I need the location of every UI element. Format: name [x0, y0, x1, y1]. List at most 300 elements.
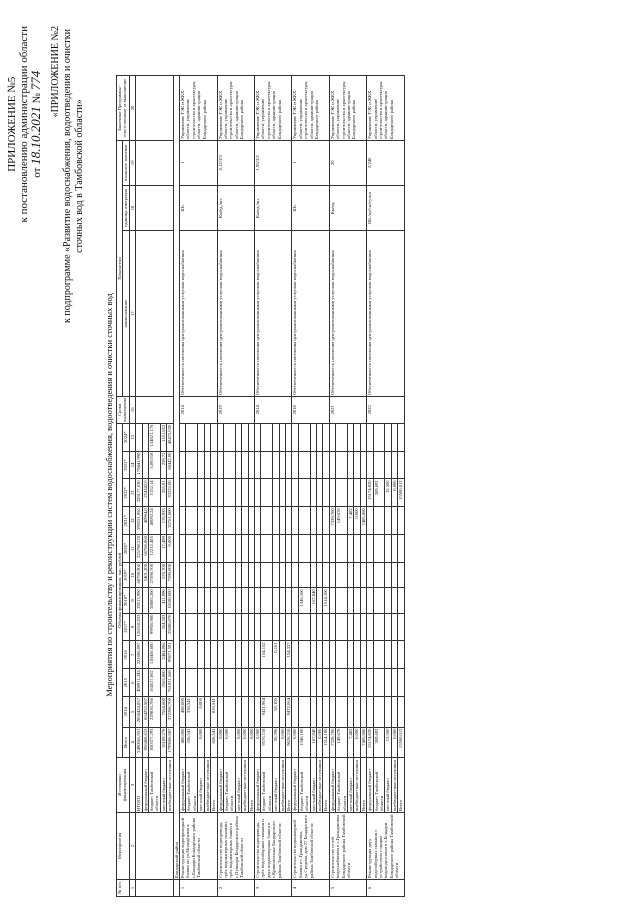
event-value: 1: [292, 141, 329, 186]
value-cell: 0,000: [354, 727, 360, 757]
value-cell: 221006,097: [136, 641, 142, 669]
source-cell: внебюджетные источники: [167, 758, 173, 813]
event-name: Строительство водонапорной башни в с.Граждановка, ул.Средняя, дом 27 Бондарского района Тамбовской области: [292, 813, 329, 880]
value-cell: 0,000: [235, 727, 241, 757]
value-cell: 99956,900: [149, 613, 161, 641]
event-responsible: Управление ТЭК и ЖКХ области, управление строительства и архитектуры области, администрация Бондарского района: [254, 76, 291, 141]
value-cell: 1346,100: [298, 588, 310, 613]
value-cell: [298, 479, 310, 507]
value-cell: 0,000: [198, 697, 204, 727]
col-year-2017: 2017*: [123, 613, 129, 641]
value-cell: [398, 697, 404, 727]
col-resp: Заказчики Программы - ответственные за выполнение: [117, 76, 130, 141]
value-cell: [261, 669, 273, 697]
value-cell: 7,482: [348, 727, 354, 757]
value-cell: 1799060,087: [167, 727, 173, 757]
value-cell: 15500,012: [398, 727, 404, 757]
value-cell: 1346,100: [298, 727, 310, 757]
col-source: Источники финансирования: [117, 758, 130, 813]
source-cell: федеральный бюджет: [367, 758, 373, 813]
source-cell: внебюджетные источники: [279, 758, 285, 813]
value-cell: [298, 562, 310, 587]
value-cell: 309,692: [373, 727, 385, 757]
source-cell: местный бюджет: [310, 758, 316, 813]
value-cell: [373, 641, 385, 669]
col-year-2020: 2020*: [123, 535, 129, 563]
value-cell: [398, 641, 404, 669]
event-responsible: Управление ТЭК и ЖКХ области, управление строительства и архитектуры области, администрация Бондарского района: [217, 76, 254, 141]
col-term: Сроки выполнения: [117, 397, 128, 422]
value-cell: 167,840: [310, 588, 316, 613]
event-term: 2021: [329, 396, 366, 423]
value-cell: 15,500: [385, 727, 391, 757]
value-cell: [186, 562, 198, 587]
value-cell: [261, 451, 273, 479]
value-cell: [298, 451, 310, 479]
section-title: Бондарский район: [173, 76, 179, 880]
value-cell: 149,678: [336, 507, 348, 535]
col-year-2023: 2023*: [123, 451, 129, 479]
col-year-2022: 2022*: [123, 479, 129, 507]
source-cell: местный бюджет: [385, 758, 391, 813]
value-cell: 329177,030: [136, 479, 142, 507]
col-year-2021: 2021*: [123, 507, 129, 535]
col-number: 5: [129, 697, 135, 727]
event-number: 5: [329, 880, 366, 897]
value-cell: 761831,568: [167, 669, 173, 697]
value-cell: 0,000: [391, 479, 397, 507]
value-cell: [336, 423, 348, 451]
value-cell: [398, 451, 404, 479]
value-cell: [336, 641, 348, 669]
handwritten-number: 774: [28, 70, 43, 91]
value-cell: 7485,860: [360, 727, 366, 757]
col-year-2024: 2024*: [123, 423, 129, 451]
value-cell: [336, 479, 348, 507]
source-cell: бюджет Тамбовской области: [186, 758, 198, 813]
value-cell: 0,000: [217, 727, 223, 757]
source-cell: местный бюджет: [198, 758, 204, 813]
value-cell: 28885,200: [149, 588, 161, 613]
value-cell: 0,000: [292, 727, 298, 757]
value-cell: 27596,700: [149, 562, 161, 587]
col-number: 10: [129, 562, 135, 587]
source-cell: местный бюджет: [273, 758, 279, 813]
value-cell: 2563,800: [160, 669, 166, 697]
value-cell: [261, 613, 273, 641]
value-cell: 99671,591: [167, 641, 173, 669]
col-year-2014: 2014: [123, 697, 129, 727]
event-name: Реконструкция водопроводной башни по ул.Молодёжная в с.Бондари Бондарского района Тамбовской области: [180, 813, 217, 880]
value-cell: [186, 613, 198, 641]
value-cell: 826,541: [211, 697, 217, 727]
value-cell: [373, 507, 385, 535]
value-cell: 179441,990: [136, 451, 142, 479]
value-cell: 118456,600: [149, 641, 161, 669]
resolution-date-line: от 18.10.2021 № 774: [28, 70, 43, 178]
value-cell: [261, 507, 273, 535]
value-cell: 498911,343: [136, 669, 142, 697]
event-unit: Шт./куб.м/сутки: [367, 185, 404, 231]
col-number: 17: [129, 231, 135, 397]
value-cell: [223, 613, 235, 641]
value-cell: 7485,860: [360, 507, 366, 535]
value-cell: [186, 479, 198, 507]
value-cell: [336, 669, 348, 697]
value-cell: 176,933: [160, 507, 166, 535]
source-cell: федеральный бюджет: [329, 758, 335, 813]
value-cell: 254342,0: [142, 479, 148, 507]
source-cell: Всего: [398, 758, 404, 813]
col-number: 18: [129, 185, 135, 231]
value-cell: 7,482: [348, 507, 354, 535]
value-cell: 7328,700: [329, 727, 335, 757]
value-cell: [223, 669, 235, 697]
value-cell: 50,396: [273, 727, 279, 757]
value-cell: [186, 451, 198, 479]
value-cell: 0,000: [391, 727, 397, 757]
col-number: 7: [129, 641, 135, 669]
col-number: 16: [129, 396, 135, 423]
value-cell: [298, 641, 310, 669]
value-cell: 336,541: [186, 727, 198, 757]
col-funding: Объемы финансирования, тыс. рублей: [117, 423, 123, 757]
value-cell: [398, 507, 404, 535]
col-year-2018: 2018*: [123, 588, 129, 613]
value-cell: 1514,100: [323, 588, 329, 613]
value-cell: [298, 535, 310, 563]
value-cell: [186, 669, 198, 697]
value-cell: [398, 562, 404, 587]
value-cell: [298, 423, 310, 451]
col-number: 2: [129, 813, 135, 880]
event-term: 2019: [217, 396, 254, 423]
value-cell: [298, 697, 310, 727]
value-cell: 15500,012: [398, 479, 404, 507]
event-result: Обеспеченность населения централизованными услугами водоснабжения: [367, 231, 404, 397]
value-cell: 15,500: [385, 479, 391, 507]
value-cell: 40964,8: [142, 507, 148, 535]
value-cell: 50,100: [273, 697, 279, 727]
value-cell: 0,000: [223, 727, 235, 757]
value-cell: 5401,200: [142, 562, 148, 587]
source-cell: федеральный бюджет: [217, 758, 223, 813]
value-cell: [373, 562, 385, 587]
value-cell: [336, 451, 348, 479]
value-cell: 15174,820: [367, 479, 373, 507]
event-number: 6: [367, 880, 404, 897]
value-cell: 336,541: [186, 697, 198, 727]
col-number: 11: [129, 535, 135, 563]
event-number: 2: [217, 880, 254, 897]
value-cell: 480,000: [180, 727, 186, 757]
value-cell: [223, 535, 235, 563]
value-cell: 1161,852: [160, 423, 166, 451]
value-cell: [223, 423, 235, 451]
source-cell: внебюджетные источники: [317, 758, 323, 813]
value-cell: 664252,507: [142, 697, 148, 727]
source-cell: Всего: [285, 758, 291, 813]
value-cell: 570,700: [160, 562, 166, 587]
event-responsible: Управление ТЭК и ЖКХ области, управление строительства и архитектуры области, администрация Бондарского района: [329, 76, 366, 141]
source-cell: Всего: [248, 758, 254, 813]
event-responsible: Управление ТЭК и ЖКХ области, управление строительства и архитектуры области, администрация Бондарского района: [367, 76, 404, 141]
value-cell: 7328,700: [329, 507, 335, 535]
col-number: 1: [129, 880, 135, 897]
event-unit: Шт.: [180, 185, 217, 231]
value-cell: [186, 535, 198, 563]
value-cell: 0,000: [248, 727, 254, 757]
value-cell: 66786,868: [142, 535, 148, 563]
value-cell: [336, 535, 348, 563]
value-cell: [223, 479, 235, 507]
value-cell: 3490065,953: [136, 727, 142, 757]
value-cell: 0,161: [273, 641, 279, 669]
event-value: 2/240: [367, 141, 404, 186]
value-cell: [223, 507, 235, 535]
appendix-header: [6, 26, 43, 223]
value-cell: 9626,218: [285, 727, 291, 757]
source-cell: федеральный бюджет: [292, 758, 298, 813]
value-cell: 9576,118: [261, 727, 273, 757]
value-cell: [186, 588, 198, 613]
handwritten-date: 18.10.2021: [28, 106, 43, 165]
appendix-title: ПРИЛОЖЕНИЕ №5: [6, 76, 18, 172]
value-cell: 15174,820: [367, 727, 373, 757]
event-name: Реконструкция двух водозаборных скважин с устройством станции водоподготовки в с.Бондари Бондарского района Тамбовской области: [367, 813, 404, 880]
event-result: Обеспеченность населения централизованными услугами водоснабжения: [180, 231, 217, 397]
value-cell: 25880,070: [167, 613, 173, 641]
value-cell: 149,678: [336, 727, 348, 757]
value-cell: [261, 479, 273, 507]
value-cell: [298, 507, 310, 535]
value-cell: 480,000: [180, 697, 186, 727]
value-cell: 0,000: [279, 727, 285, 757]
source-cell: внебюджетные источники: [354, 758, 360, 813]
value-cell: 154,337: [285, 641, 291, 669]
value-cell: [223, 697, 235, 727]
col-value: плановое значение: [123, 141, 129, 186]
value-cell: [261, 562, 273, 587]
value-cell: [336, 613, 348, 641]
col-number: 8: [129, 613, 135, 641]
value-cell: [373, 451, 385, 479]
col-number: 20: [129, 76, 135, 141]
value-cell: [398, 588, 404, 613]
event-term: 2018: [292, 396, 329, 423]
value-cell: 16189,278: [160, 727, 166, 757]
source-cell: местный бюджет: [235, 758, 241, 813]
event-result: Обеспеченность населения централизованными услугами водоснабжения: [329, 231, 366, 397]
value-cell: 354,283: [160, 613, 166, 641]
value-cell: 399251,956: [136, 507, 142, 535]
value-cell: [398, 613, 404, 641]
value-cell: 126518,833: [136, 613, 142, 641]
value-cell: 12212,485: [149, 535, 161, 563]
col-event: Мероприятия: [117, 813, 130, 880]
value-cell: 164517,062: [149, 669, 161, 697]
event-name: Строительство водопровода, трёх водонапорных скважин, трёх водонапорных башен в с.Пушкари Бондарского района Тамбовской области: [217, 813, 254, 880]
event-value: 1,95/3/2: [254, 141, 291, 186]
col-number: 14: [129, 451, 135, 479]
event-term: 2014: [180, 396, 217, 423]
value-cell: 10180,000: [167, 588, 173, 613]
value-cell: 68442,00: [167, 451, 173, 479]
value-cell: 9472,064: [285, 697, 291, 727]
value-cell: 411,990: [160, 588, 166, 613]
source-cell: бюджет Тамбовской области: [149, 758, 161, 813]
event-value: 20: [329, 141, 366, 186]
value-cell: [373, 423, 385, 451]
event-name: Строительство водопровода, трёх водозаборных скважин и двух водонапорных башен в с.Кривополянье Бондарского района Тамбовской области: [254, 813, 291, 880]
source-cell: местный бюджет: [160, 758, 166, 813]
source-cell: Всего: [360, 758, 366, 813]
source-cell: Всего: [211, 758, 217, 813]
value-cell: 0,000: [254, 727, 260, 757]
col-year-2016: 2016: [123, 641, 129, 669]
source-cell: внебюджетные источники: [204, 758, 210, 813]
col-number: 9: [129, 588, 135, 613]
event-number: 3: [254, 880, 291, 897]
source-cell: ИТОГО: [136, 758, 142, 813]
col-number: 6: [129, 669, 135, 697]
value-cell: 856468,615: [142, 727, 148, 757]
value-cell: 2484,006: [160, 641, 166, 669]
value-cell: [373, 697, 385, 727]
col-unit: единица измерения: [123, 185, 129, 231]
event-number: 1: [180, 880, 217, 897]
col-indicators: Показатели: [117, 141, 123, 397]
col-number: 19: [129, 141, 135, 186]
event-result: Обеспеченность населения централизованными услугами водоснабжения: [254, 231, 291, 397]
value-cell: [398, 669, 404, 697]
value-cell: [373, 588, 385, 613]
table-title: Мероприятия по строительству и реконструкции систем водоснабжения, водоотведения и очистки сточных вод: [104, 293, 114, 697]
source-cell: внебюджетные источники: [391, 758, 397, 813]
source-cell: местный бюджет: [348, 758, 354, 813]
value-cell: 309,692: [373, 479, 385, 507]
value-cell: [261, 588, 273, 613]
value-cell: [373, 613, 385, 641]
events-table: [116, 75, 405, 897]
value-cell: 29513,990: [136, 588, 142, 613]
value-cell: 68798,900: [136, 562, 142, 587]
source-cell: бюджет Тамбовской области: [373, 758, 385, 813]
event-name: Строительство сетей водоснабжения в с.Граждановка Бондарского района Тамбовской области: [329, 813, 366, 880]
value-cell: 9421,964: [261, 697, 273, 727]
value-cell: [223, 562, 235, 587]
value-cell: 7590,000: [167, 562, 173, 587]
event-term: 2022: [367, 396, 404, 423]
value-cell: 33222,00: [167, 479, 173, 507]
value-cell: [298, 613, 310, 641]
source-cell: федеральный бюджет: [142, 758, 148, 813]
col-year-2015: 2015: [123, 669, 129, 697]
col-no: № п/п: [117, 880, 130, 897]
event-result: Обеспеченность населения централизованными услугами водоснабжения: [217, 231, 254, 397]
source-cell: бюджет Тамбовской области: [336, 758, 348, 813]
value-cell: 5152,14: [149, 479, 161, 507]
appendix2-title: «ПРИЛОЖЕНИЕ №2: [50, 26, 61, 118]
value-cell: 17,499: [160, 535, 166, 563]
col-number: 3: [129, 758, 135, 813]
value-cell: 229836,786: [149, 697, 161, 727]
value-cell: [336, 562, 348, 587]
source-cell: бюджет Тамбовской области: [298, 758, 310, 813]
value-cell: [336, 588, 348, 613]
event-responsible: Управление ТЭК и ЖКХ области, управление строительства и архитектуры области, администрация Бондарского района: [180, 76, 217, 141]
event-value: 1: [180, 141, 217, 186]
value-cell: 48475,020: [167, 423, 173, 451]
value-cell: [186, 507, 198, 535]
value-cell: 2858424,857: [136, 697, 142, 727]
value-cell: 0,000: [317, 727, 323, 757]
event-unit: Шт.: [292, 185, 329, 231]
col-number: 12: [129, 507, 135, 535]
col-number: 4: [129, 727, 135, 757]
value-cell: [261, 535, 273, 563]
source-cell: федеральный бюджет: [180, 758, 186, 813]
value-cell: [298, 669, 310, 697]
value-cell: [223, 588, 235, 613]
value-cell: [186, 423, 198, 451]
value-cell: [223, 451, 235, 479]
event-unit: Км/ед.: [329, 185, 366, 231]
value-cell: 0,000: [242, 727, 248, 757]
col-name: наименование: [123, 231, 129, 397]
source-cell: федеральный бюджет: [254, 758, 260, 813]
event-responsible: Управление ТЭК и ЖКХ области, управление строительства и архитектуры области, администрация Бондарского района: [292, 76, 329, 141]
source-cell: Всего: [323, 758, 329, 813]
to-resolution: к постановлению администрации области: [18, 26, 30, 223]
value-cell: 826,541: [211, 727, 217, 757]
event-value: 0,12/3/3: [217, 141, 254, 186]
source-cell: бюджет Тамбовской области: [223, 758, 235, 813]
value-cell: 0,000: [354, 507, 360, 535]
value-cell: [398, 423, 404, 451]
value-cell: 134821,176: [149, 423, 161, 451]
col-number: 13: [129, 479, 135, 507]
value-cell: [373, 669, 385, 697]
col-number: 15: [129, 423, 135, 451]
value-cell: 225798,578: [136, 535, 142, 563]
event-unit: Км/ед./шт.: [254, 185, 291, 231]
value-cell: [398, 535, 404, 563]
value-cell: [186, 641, 198, 669]
value-cell: 40092,24: [149, 507, 161, 535]
value-cell: 0,000: [167, 535, 173, 563]
value-cell: 35761,600: [167, 507, 173, 535]
col-total: Всего: [123, 727, 129, 757]
value-cell: 7564,600: [160, 697, 166, 727]
event-unit: Км/ед./шт.: [217, 185, 254, 231]
value-cell: 167,840: [310, 727, 316, 757]
table-row: [367, 76, 373, 897]
value-cell: 850377,293: [149, 727, 161, 757]
value-cell: 0,000: [198, 727, 204, 757]
value-cell: 154,152: [261, 641, 273, 669]
source-cell: бюджет Тамбовской области: [261, 758, 273, 813]
event-term: 2014: [254, 396, 291, 423]
value-cell: 259,71: [160, 451, 166, 479]
value-cell: 255,91: [160, 479, 166, 507]
value-cell: [223, 641, 235, 669]
value-cell: 272280,700: [167, 697, 173, 727]
value-cell: [336, 697, 348, 727]
col-year-2019: 2019*: [123, 562, 129, 587]
subprogram-caption: к подпрограмме «Развитие водоснабжения, водоотведения и очистки сточных вод в Тамбовской области»: [62, 29, 85, 323]
event-result: Обеспеченность населения централизованными услугами водоснабжения: [292, 231, 329, 397]
